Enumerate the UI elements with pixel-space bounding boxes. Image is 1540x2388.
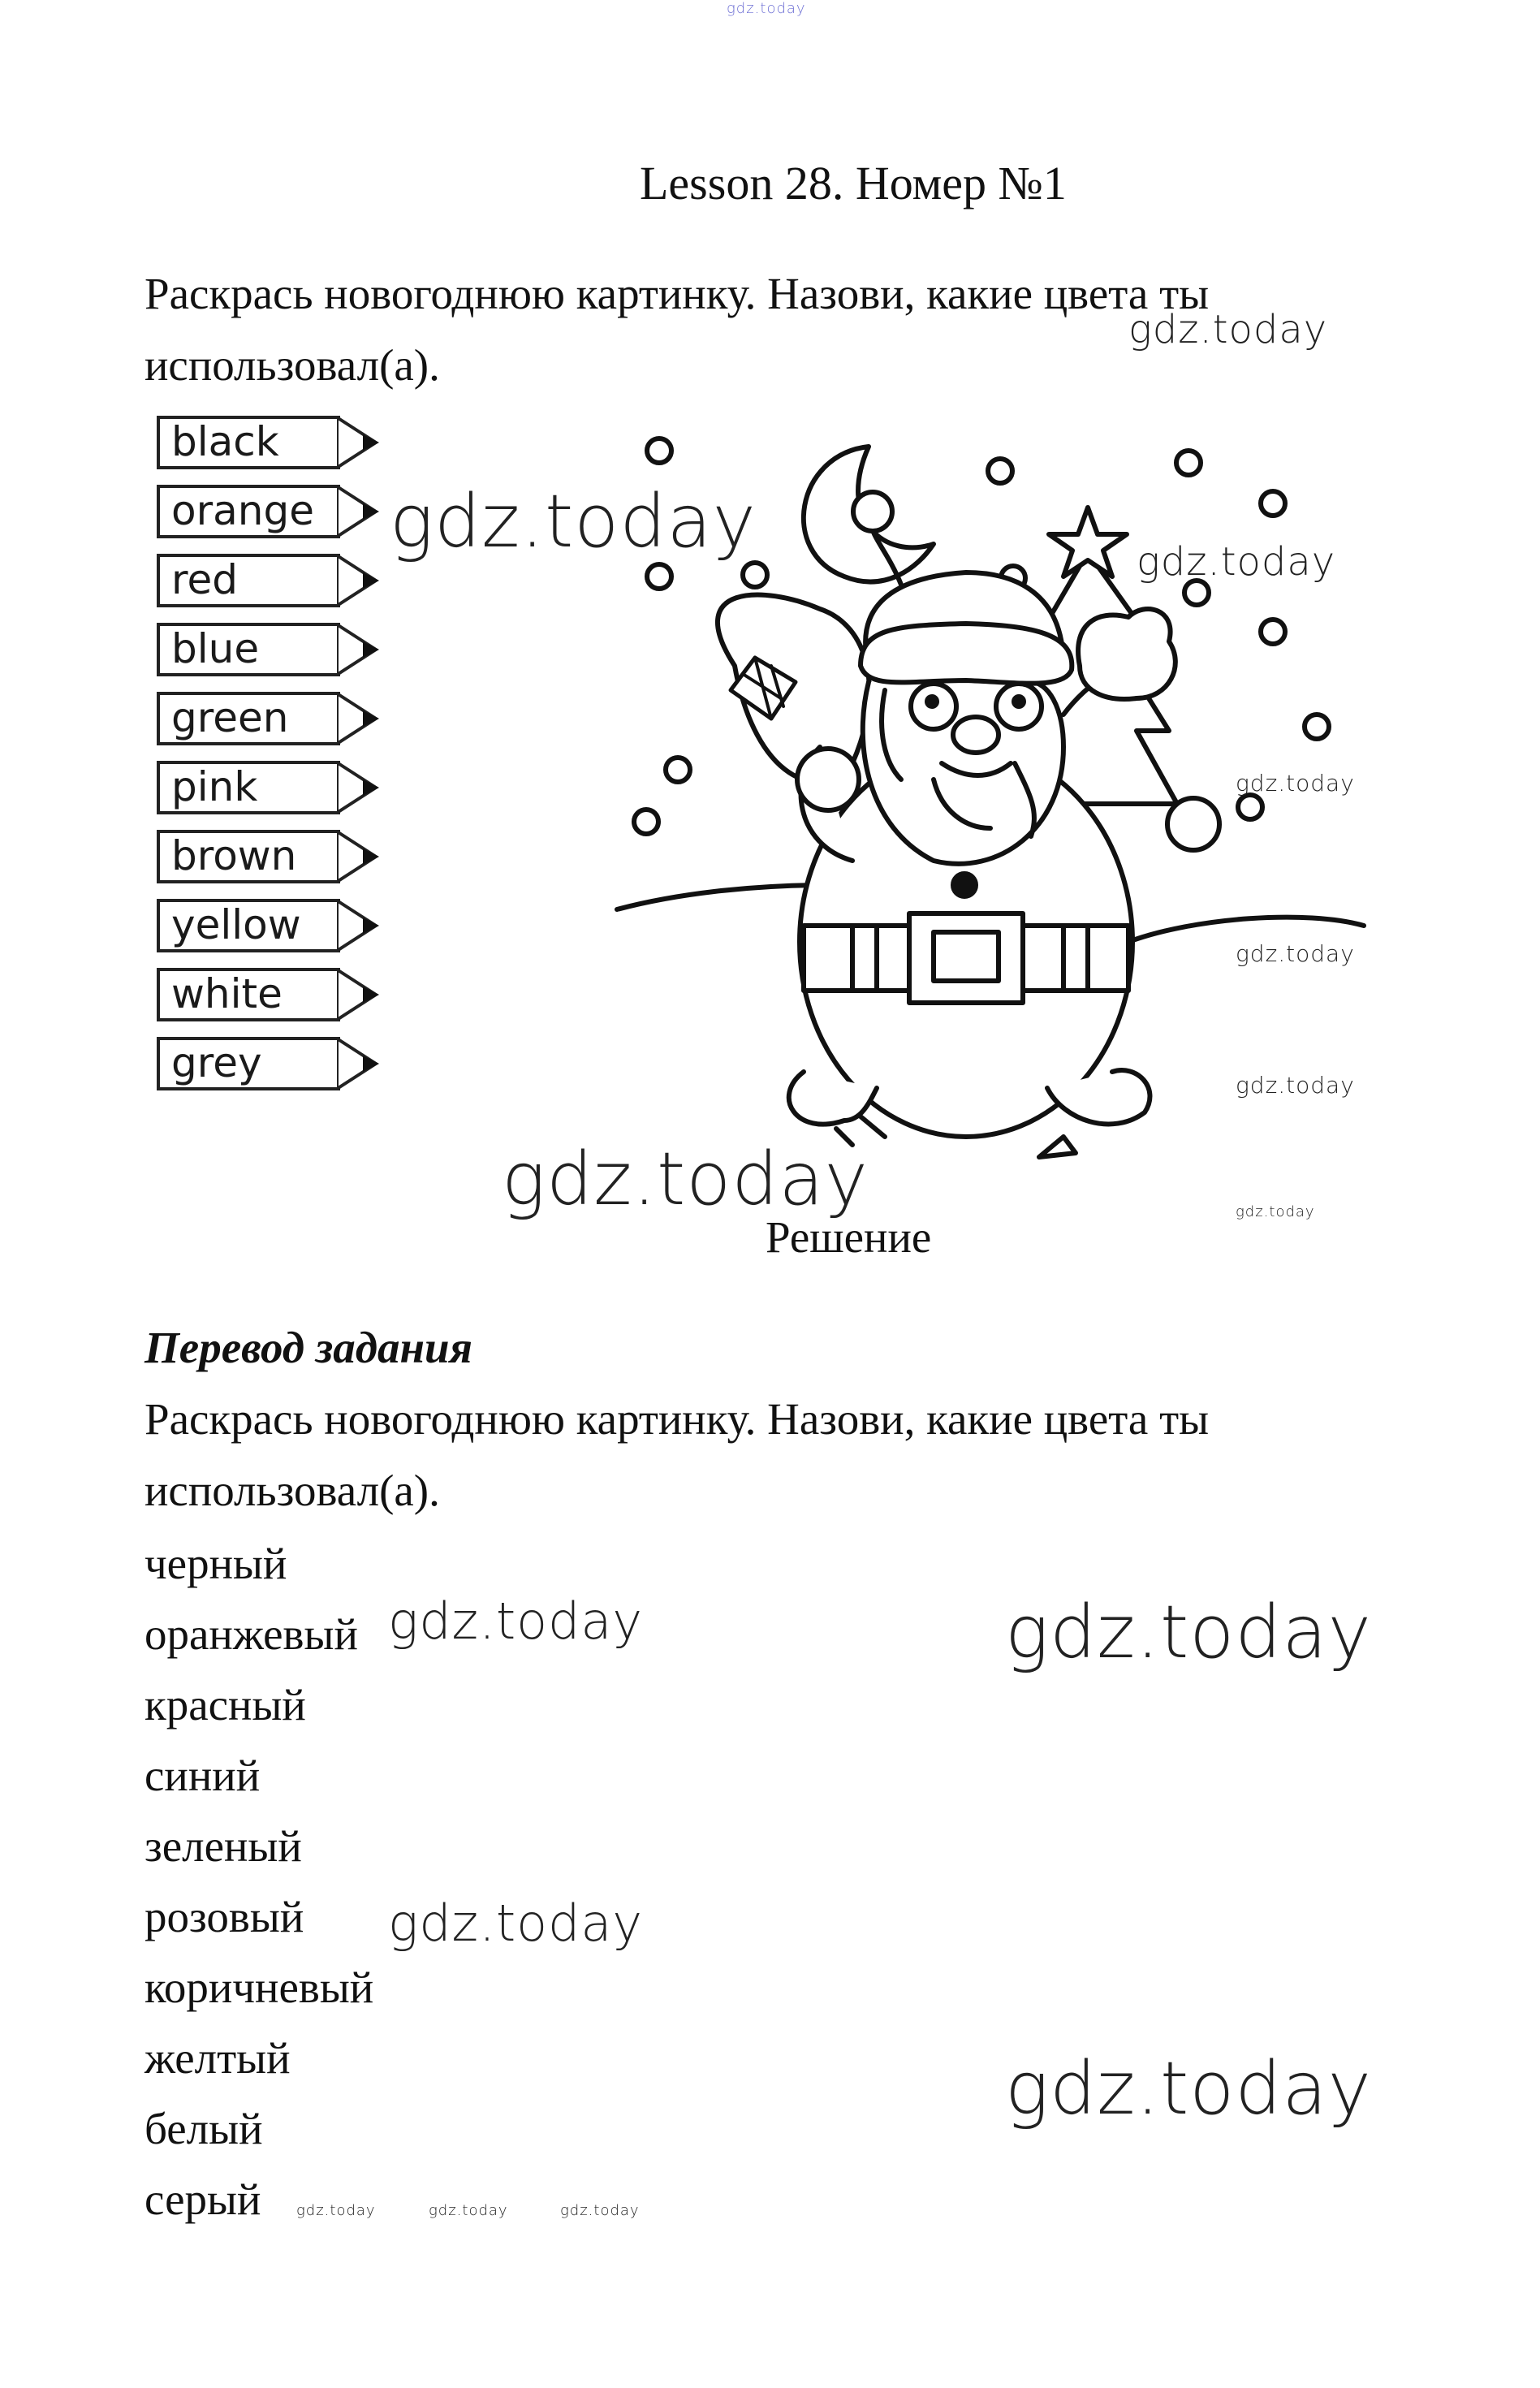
translation-line-1: Раскрась новогоднюю картинку. Назови, какие цвета ты <box>145 1394 1210 1444</box>
pencil-tip-icon <box>337 899 386 952</box>
task-line-1: Раскрась новогоднюю картинку. Назови, какие цвета ты <box>145 269 1210 318</box>
list-item: коричневый <box>145 1963 374 2012</box>
watermark-large: gdz.today <box>502 1137 869 1222</box>
pencil-tip-icon <box>337 1037 386 1090</box>
pencil-tip-icon <box>337 968 386 1021</box>
translation-line-2: использовал(а). <box>145 1466 440 1515</box>
list-item: розовый <box>145 1892 304 1941</box>
pencil-tip-icon <box>337 761 386 814</box>
pencil-tip-icon <box>337 554 386 607</box>
translation-title: Перевод задания <box>145 1323 472 1372</box>
pencil-tip-icon <box>337 416 386 469</box>
list-item: черный <box>145 1539 287 1588</box>
watermark-tiny: gdz.today <box>429 2202 508 2219</box>
watermark-tiny: gdz.today <box>296 2202 376 2219</box>
translated-color-list <box>145 1528 373 2235</box>
pencil-tip-icon <box>337 485 386 538</box>
watermark: gdz.today <box>388 1894 644 1953</box>
translation-text <box>145 1384 1209 1527</box>
top-watermark: gdz.today <box>727 0 806 17</box>
watermark: gdz.today <box>1128 307 1328 352</box>
watermark: gdz.today <box>388 1591 644 1651</box>
watermark-tiny: gdz.today <box>1236 1203 1315 1220</box>
page-title: Lesson 28. Номер №1 <box>640 157 1067 209</box>
watermark-small: gdz.today <box>1236 1072 1355 1099</box>
solution-label: Решение <box>766 1212 932 1262</box>
watermark-tiny: gdz.today <box>560 2202 640 2219</box>
pencil-tip-icon <box>337 692 386 745</box>
list-item: красный <box>145 1680 306 1729</box>
list-item: серый <box>145 2174 261 2224</box>
list-item: желтый <box>145 2033 291 2083</box>
pencil-tip-icon <box>337 830 386 883</box>
task-text <box>145 258 1209 401</box>
watermark: gdz.today <box>1137 539 1336 585</box>
watermark-small: gdz.today <box>1236 770 1355 797</box>
list-item: оранжевый <box>145 1609 358 1659</box>
list-item: синий <box>145 1751 261 1800</box>
watermark-large: gdz.today <box>1005 1590 1372 1675</box>
watermark-large: gdz.today <box>390 479 757 564</box>
list-item: зеленый <box>145 1821 302 1871</box>
list-item: белый <box>145 2104 263 2153</box>
pencil-tip-icon <box>337 623 386 676</box>
task-line-2: использовал(а). <box>145 340 440 390</box>
watermark-small: gdz.today <box>1236 940 1355 967</box>
watermark-large: gdz.today <box>1005 2046 1372 2131</box>
